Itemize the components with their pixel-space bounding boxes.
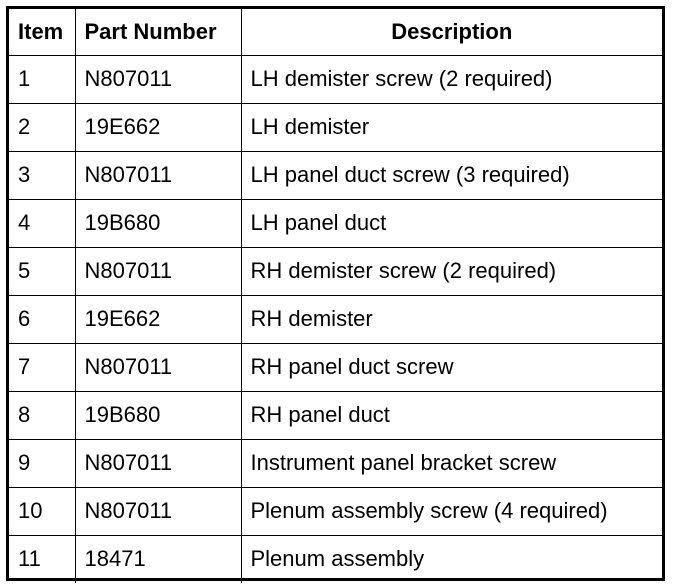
cell-part-number: 19B680 <box>75 199 241 247</box>
table-row <box>9 247 662 295</box>
cell-part-number: N807011 <box>75 247 241 295</box>
cell-part-number: N807011 <box>75 487 241 535</box>
cell-item: 2 <box>9 103 75 151</box>
cell-item: 1 <box>9 55 75 103</box>
cell-description: LH panel duct screw (3 required) <box>241 151 662 199</box>
header-item: Item <box>9 9 75 55</box>
table-row <box>9 343 662 391</box>
table-row <box>9 295 662 343</box>
cell-item: 11 <box>9 535 75 583</box>
cell-description: LH demister <box>241 103 662 151</box>
table-header-row <box>9 9 662 55</box>
cell-item: 4 <box>9 199 75 247</box>
header-description: Description <box>241 9 662 55</box>
cell-description: Plenum assembly screw (4 required) <box>241 487 662 535</box>
table-row <box>9 199 662 247</box>
cell-description: RH panel duct <box>241 391 662 439</box>
table-row <box>9 151 662 199</box>
cell-item: 5 <box>9 247 75 295</box>
cell-part-number: N807011 <box>75 151 241 199</box>
cell-description: LH demister screw (2 required) <box>241 55 662 103</box>
cell-item: 10 <box>9 487 75 535</box>
cell-description: RH demister <box>241 295 662 343</box>
cell-item: 9 <box>9 439 75 487</box>
table-row <box>9 439 662 487</box>
cell-item: 8 <box>9 391 75 439</box>
cell-description: RH panel duct screw <box>241 343 662 391</box>
cell-part-number: 18471 <box>75 535 241 583</box>
cell-description: LH panel duct <box>241 199 662 247</box>
cell-part-number: N807011 <box>75 439 241 487</box>
parts-table-frame <box>6 6 665 581</box>
table-row <box>9 103 662 151</box>
header-part-number: Part Number <box>75 9 241 55</box>
cell-item: 6 <box>9 295 75 343</box>
cell-part-number: 19E662 <box>75 103 241 151</box>
cell-part-number: 19B680 <box>75 391 241 439</box>
table-row <box>9 535 662 583</box>
cell-part-number: N807011 <box>75 55 241 103</box>
cell-description: RH demister screw (2 required) <box>241 247 662 295</box>
parts-table <box>9 9 662 583</box>
cell-part-number: 19E662 <box>75 295 241 343</box>
cell-description: Instrument panel bracket screw <box>241 439 662 487</box>
cell-item: 3 <box>9 151 75 199</box>
table-row <box>9 55 662 103</box>
table-row <box>9 391 662 439</box>
cell-description: Plenum assembly <box>241 535 662 583</box>
cell-item: 7 <box>9 343 75 391</box>
cell-part-number: N807011 <box>75 343 241 391</box>
table-row <box>9 487 662 535</box>
